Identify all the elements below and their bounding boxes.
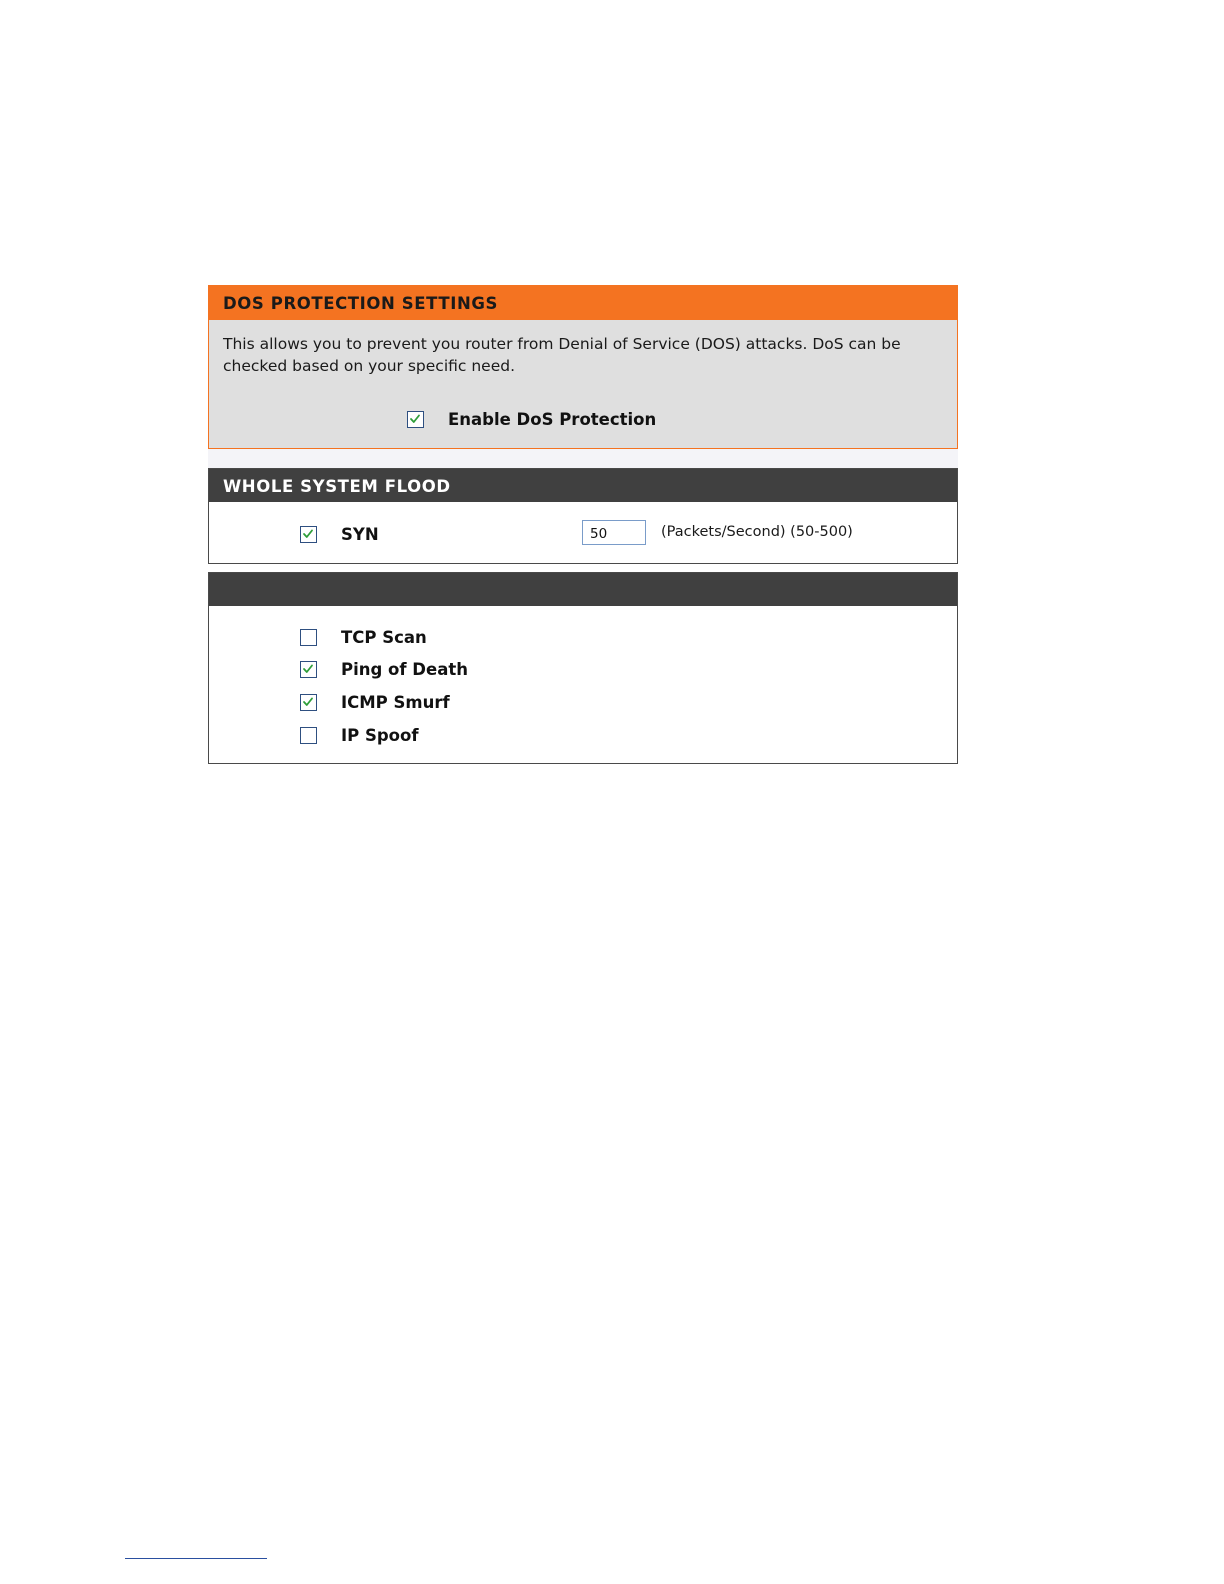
syn-row [300,524,379,544]
syn-checkbox[interactable] [300,526,317,543]
enable-dos-checkbox[interactable] [407,411,424,428]
tcp-scan-label: TCP Scan [341,627,427,647]
footer-divider [125,1558,267,1559]
dos-protection-description: This allows you to prevent you router from Denial of Service (DOS) attacks. DoS can be checked based on your specific need. [223,335,901,375]
attack-item-ip-spoof [300,725,419,745]
whole-system-flood-title: WHOLE SYSTEM FLOOD [209,469,957,502]
checkmark-icon [302,663,314,675]
ping-of-death-checkbox[interactable] [300,661,317,678]
ip-spoof-checkbox[interactable] [300,727,317,744]
checkmark-icon [302,528,314,540]
tcp-scan-checkbox[interactable] [300,629,317,646]
attack-item-tcp-scan [300,627,427,647]
dos-protection-panel [208,285,958,449]
icmp-smurf-label: ICMP Smurf [341,692,450,712]
section-separator [208,449,958,468]
ip-spoof-label: IP Spoof [341,725,419,745]
ping-of-death-label: Ping of Death [341,659,468,679]
enable-dos-label: Enable DoS Protection [448,409,657,429]
icmp-smurf-checkbox[interactable] [300,694,317,711]
syn-rate-unit: (Packets/Second) (50-500) [661,524,853,540]
syn-rate-input[interactable] [582,520,646,545]
dos-protection-title: DOS PROTECTION SETTINGS [209,286,957,320]
whole-system-flood-panel [208,468,958,564]
checkmark-icon [409,413,421,425]
attack-item-ping-of-death [300,659,468,679]
checkmark-icon [302,696,314,708]
enable-dos-row [407,409,656,429]
attack-types-panel [208,572,958,764]
syn-label: SYN [341,524,379,544]
attack-item-icmp-smurf [300,692,450,712]
attack-types-title [209,573,957,606]
